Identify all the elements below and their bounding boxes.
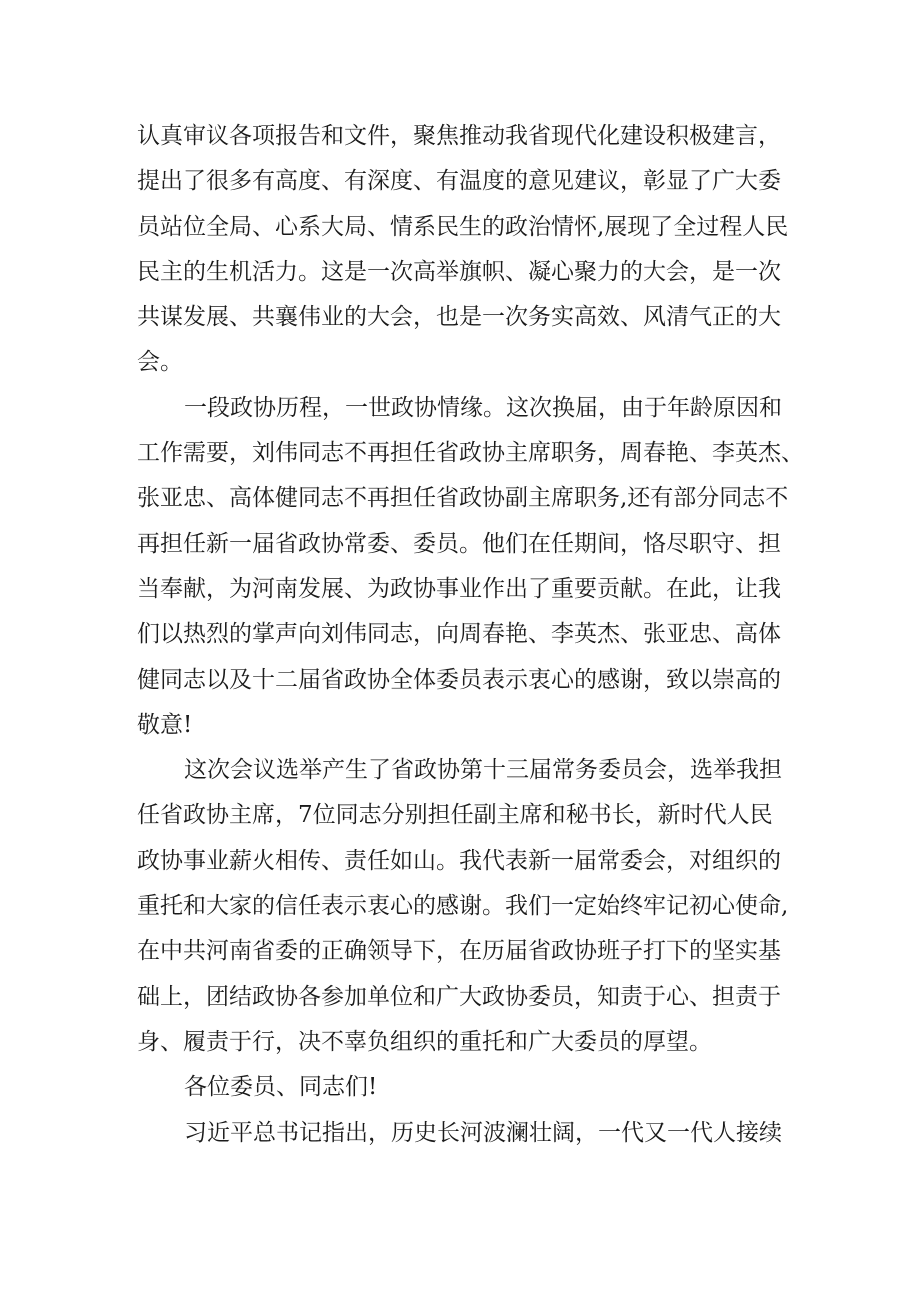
text-line: 们以热烈的掌声向刘伟同志，向周春艳、李英杰、张亚忠、高体: [137, 621, 781, 648]
paragraph-start-line: 一段政协历程，一世政协情缘。这次换届，由于年龄原因和: [184, 394, 782, 421]
text-line: 在中共河南省委的正确领导下，在历届省政协班子打下的坚实基: [137, 938, 781, 965]
text-line: 政协事业薪火相传、责任如山。我代表新一届常委会，对组织的: [137, 847, 781, 874]
document-body: [137, 114, 804, 1156]
text-line: 敬意!: [137, 711, 193, 738]
salutation-line: 各位委员、同志们!: [184, 1074, 378, 1101]
text-line: 任省政协主席，7位同志分别担任副主席和秘书长，新时代人民: [137, 802, 773, 829]
text-line: 会。: [137, 349, 183, 376]
text-line: 再担任新一届省政协常委、委员。他们在任期间，恪尽职守、担: [137, 530, 781, 557]
text-line: 重托和大家的信任表示衷心的感谢。我们一定始终牢记初心使命,: [137, 893, 789, 920]
text-line: 健同志以及十二届省政协全体委员表示衷心的感谢，致以崇高的: [137, 666, 781, 693]
text-line: 提出了很多有高度、有深度、有温度的意见建议，彰显了广大委: [137, 168, 781, 195]
text-line: 工作需要，刘伟同志不再担任省政协主席职务，周春艳、李英杰、: [137, 440, 804, 467]
text-line: 认真审议各项报告和文件，聚焦推动我省现代化建设积极建言，: [137, 123, 781, 149]
text-line: 员站位全局、心系大局、情系民生的政治情怀,展现了全过程人民: [137, 213, 789, 240]
text-line: 共谋发展、共襄伟业的大会，也是一次务实高效、风清气正的大: [137, 304, 781, 331]
text-line: 民主的生机活力。这是一次高举旗帜、凝心聚力的大会，是一次: [137, 258, 781, 285]
text-line: 身、履责于行，决不辜负组织的重托和广大委员的厚望。: [137, 1028, 712, 1055]
paragraph-start-line: 习近平总书记指出，历史长河波澜壮阔，一代又一代人接续: [184, 1119, 782, 1146]
text-line: 张亚忠、高体健同志不再担任省政协副主席职务,还有部分同志不: [137, 485, 789, 512]
paragraph-start-line: 这次会议选举产生了省政协第十三届常务委员会，选举我担: [184, 757, 782, 784]
text-line: 当奉献，为河南发展、为政协事业作出了重要贡献。在此，让我: [137, 575, 781, 602]
text-line: 础上，团结政协各参加单位和广大政协委员，知责于心、担责于: [137, 983, 781, 1010]
